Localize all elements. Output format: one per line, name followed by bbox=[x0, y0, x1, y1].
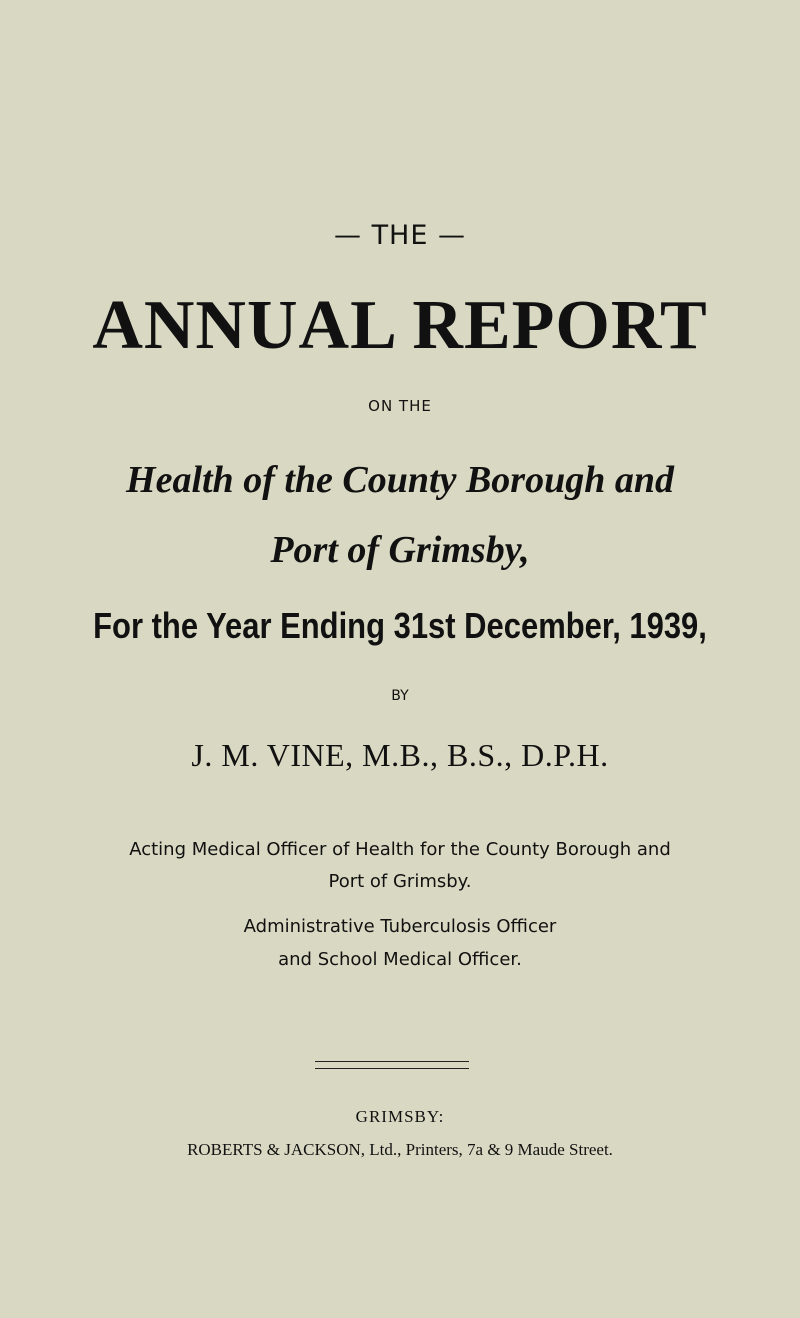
role-line-4: and School Medical Officer. bbox=[278, 949, 522, 970]
report-period: For the Year Ending 31st December, 1939, bbox=[93, 605, 707, 646]
double-rule-divider bbox=[315, 1061, 469, 1069]
by-label: BY bbox=[391, 688, 409, 704]
role-line-1: Acting Medical Officer of Health for the County Borough and bbox=[129, 839, 671, 860]
imprint-printers: ROBERTS & JACKSON, Ltd., Printers, 7a & 9 Maude Street. bbox=[187, 1140, 613, 1159]
imprint-place: GRIMSBY: bbox=[355, 1107, 445, 1126]
header-on-the: ON THE bbox=[368, 397, 432, 415]
subject-line-2: Port of Grimsby, bbox=[270, 529, 530, 571]
page-title: ANNUAL REPORT bbox=[92, 287, 708, 364]
header-the: — THE — bbox=[333, 220, 467, 251]
author-name: J. M. VINE, M.B., B.S., D.P.H. bbox=[191, 737, 609, 773]
subject-line-1: Health of the County Borough and bbox=[126, 459, 674, 501]
role-line-2: Port of Grimsby. bbox=[328, 871, 472, 892]
role-line-3: Administrative Tuberculosis Officer bbox=[243, 916, 557, 937]
